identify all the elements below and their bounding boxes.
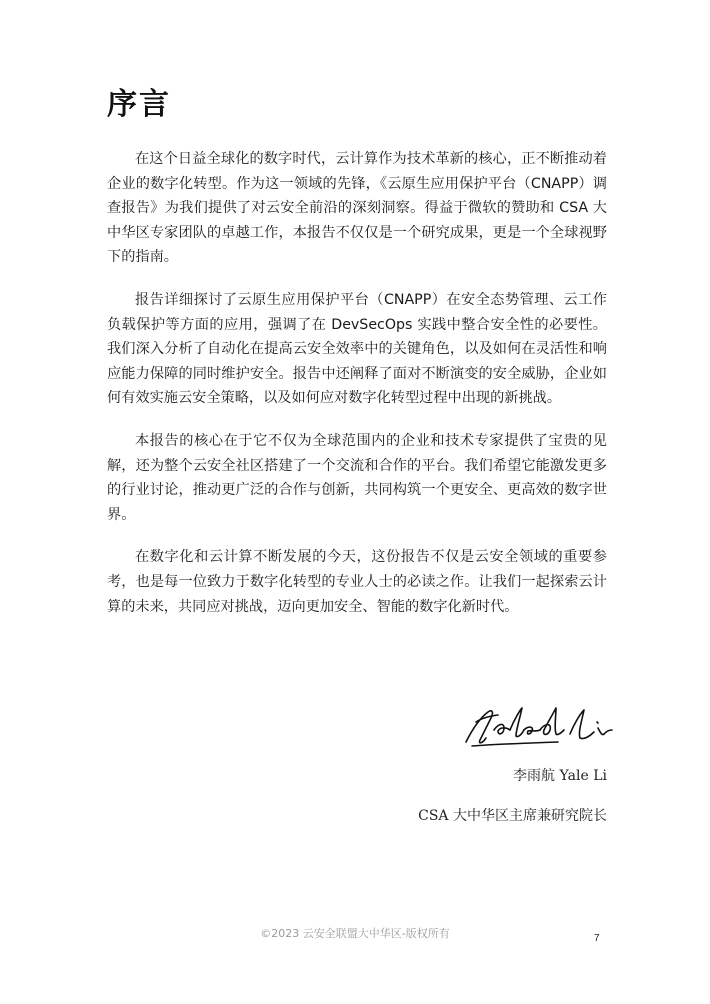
paragraph: 本报告的核心在于它不仅为全球范围内的企业和技术专家提供了宝贵的见解，还为整个云安全社区搭建了一个交流和合作的平台。我们希望它能激发更多的行业讨论，推动更广泛的合作与创新，共同构筑一个更安全、更高效的数字世界。 xyxy=(107,432,607,523)
paragraph: 在数字化和云计算不断发展的今天，这份报告不仅是云安全领域的重要参考，也是每一位致力于数字化转型的专业人士的必读之作。让我们一起探索云计算的未来，共同应对挑战，迈向更加安全、智能的数字化新时代。 xyxy=(107,549,607,615)
paragraph: 报告详细探讨了云原生应用保护平台（CNAPP）在安全态势管理、云工作负载保护等方面的应用，强调了在 DevSecOps 实践中整合安全性的必要性。我们深入分析了自动化在提高云安全效率中的关键角色，以及如何在灵活性和响应能力保障的同时维护安全。报告中还阐释了面对不断演变的安全威胁，企业如何有效实施云安全策略，以及如何应对数字化转型过程中出现的新挑战。 xyxy=(107,291,607,407)
page-title: 序言 xyxy=(107,87,171,122)
signatory-name: 李雨航 Yale Li xyxy=(513,768,607,784)
paragraph: 在这个日益全球化的数字时代，云计算作为技术革新的核心，正不断推动着企业的数字化转型。作为这一领域的先锋，《云原生应用保护平台（CNAPP）调查报告》为我们提供了对云安全前沿的深刻洞察。得益于微软的赞助和 CSA 大中华区专家团队的卓越工作，本报告不仅仅是一个研究成果，更是一个全球视野下的指南。 xyxy=(107,151,607,266)
preface-body xyxy=(107,147,607,637)
page-number: 7 xyxy=(594,933,600,944)
footer-copyright: ©2023 云安全联盟大中华区-版权所有 xyxy=(260,927,450,940)
handwritten-signature xyxy=(458,700,618,760)
signatory-title: CSA 大中华区主席兼研究院长 xyxy=(418,808,607,824)
